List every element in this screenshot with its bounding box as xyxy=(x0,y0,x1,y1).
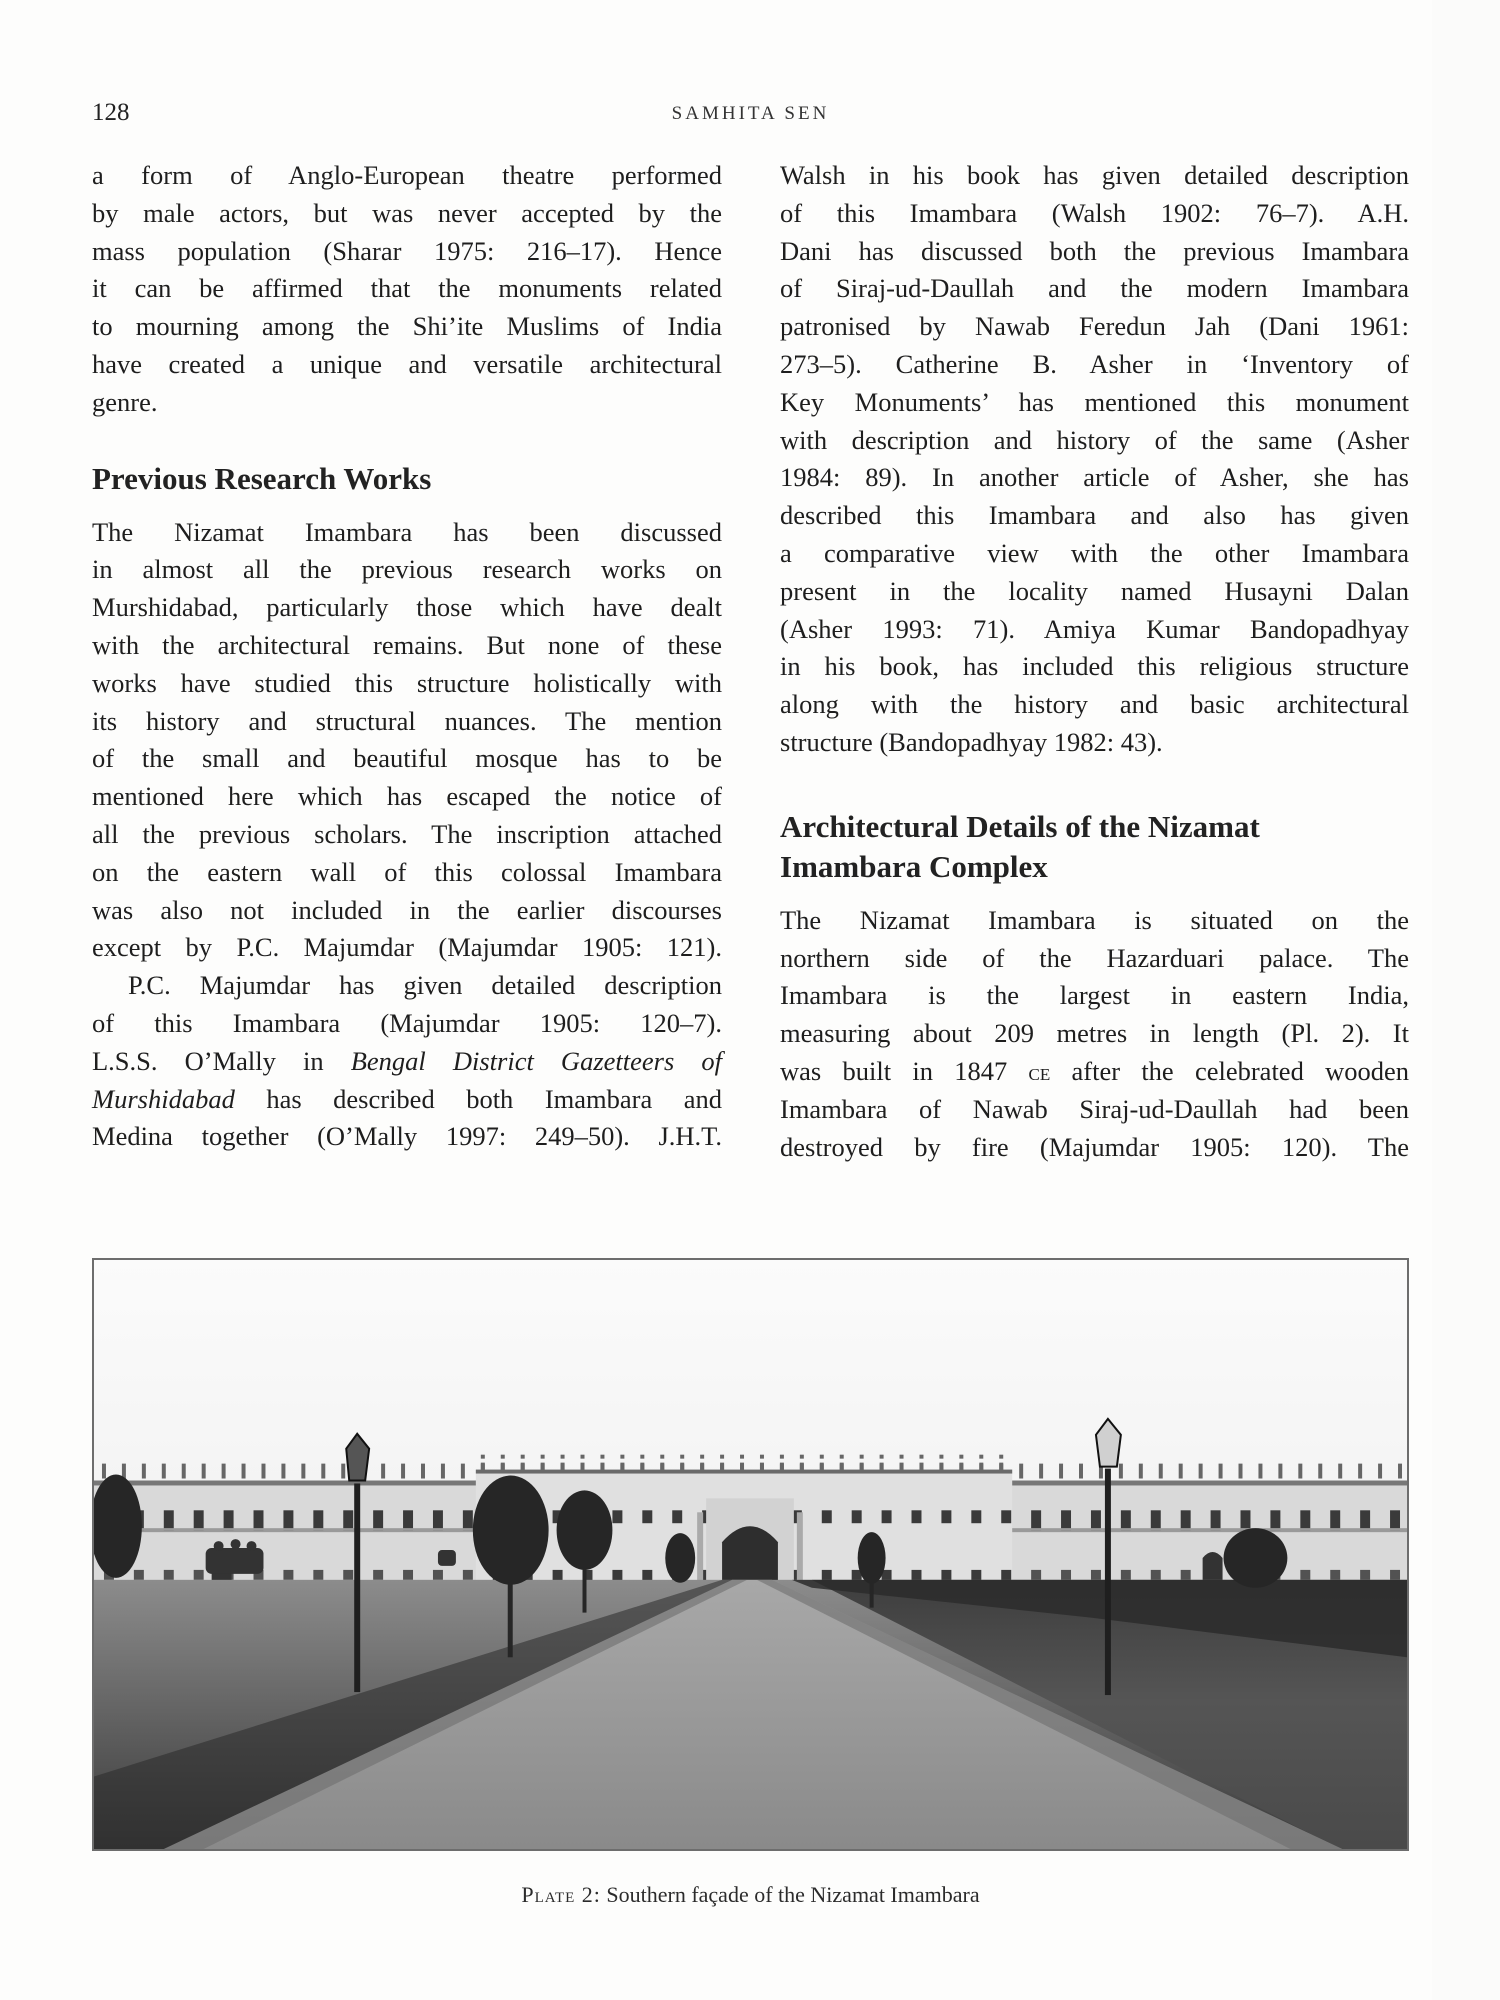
section-heading-previous-research: Previous Research Works xyxy=(92,460,432,496)
text-line: on the eastern wall of this colossal Imambara xyxy=(92,856,722,887)
heading-line: Architectural Details of the Nizamat xyxy=(780,808,1260,844)
text-line: with the architectural remains. But none of these xyxy=(92,629,722,660)
text-line: genre. xyxy=(92,386,158,417)
text-line: The Nizamat Imambara has been discussed xyxy=(92,516,722,547)
text-line: all the previous scholars. The inscription attached xyxy=(92,818,722,849)
text-line: in almost all the previous research works on xyxy=(92,554,722,585)
paragraph-majumdar xyxy=(92,967,722,1156)
book-title-italic: Murshidabad xyxy=(92,1083,235,1114)
right-column xyxy=(780,157,1409,1166)
text-line: it can be affirmed that the monuments related xyxy=(92,273,722,304)
text-line: (Asher 1993: 71). Amiya Kumar Bandopadhyay xyxy=(780,613,1409,644)
text-line: present in the locality named Husayni Dalan xyxy=(780,575,1409,606)
text-line xyxy=(92,1043,722,1081)
text-line: was also not included in the earlier discourses xyxy=(92,894,722,925)
text-line: Imambara of Nawab Siraj-ud-Daullah had been xyxy=(780,1093,1409,1124)
text-line: P.C. Majumdar has given detailed description xyxy=(128,970,722,1001)
book-title-italic: Bengal District Gazetteers of xyxy=(350,1045,722,1076)
caption-text: Southern façade of the Nizamat Imambara xyxy=(600,1882,980,1907)
text-line: a form of Anglo-European theatre performed xyxy=(92,160,722,190)
paragraph-architectural-details xyxy=(780,902,1409,1167)
text-line: The Nizamat Imambara is situated on the xyxy=(780,904,1409,935)
text-line: its history and structural nuances. The mention xyxy=(92,705,722,736)
text-run: was built in 1847 xyxy=(780,1055,1029,1086)
text-line: mentioned here which has escaped the notice of xyxy=(92,781,722,812)
text-line: structure (Bandopadhyay 1982: 43). xyxy=(780,726,1163,757)
text-line: Walsh in his book has given detailed description xyxy=(780,160,1409,190)
text-line: Key Monuments’ has mentioned this monument xyxy=(780,386,1409,417)
text-line: by male actors, but was never accepted by the xyxy=(92,197,722,228)
text-line: a comparative view with the other Imambara xyxy=(780,537,1409,568)
text-line: have created a unique and versatile architectural xyxy=(92,348,722,379)
text-line: 1984: 89). In another article of Asher, she has xyxy=(780,462,1409,493)
text-line: destroyed by fire (Majumdar 1905: 120). The xyxy=(780,1131,1409,1162)
paragraph-previous-research xyxy=(92,514,722,968)
plate-photograph xyxy=(92,1258,1409,1851)
plate-label: Plate 2: xyxy=(521,1882,601,1907)
paragraph-theatre-genre xyxy=(92,157,722,422)
page-number: 128 xyxy=(92,99,130,126)
paragraph-walsh-dani-asher xyxy=(780,157,1409,762)
text-line: mass population (Sharar 1975: 216–17). Hence xyxy=(92,235,722,266)
imambara-photo-image xyxy=(94,1260,1407,1849)
plate-caption xyxy=(92,1881,1409,1909)
text-line: Murshidabad, particularly those which have dealt xyxy=(92,592,722,623)
text-line: Dani has discussed both the previous Imambara xyxy=(780,235,1409,266)
text-line xyxy=(780,1053,1409,1091)
text-line: Imambara is the largest in eastern India, xyxy=(780,980,1409,1011)
running-head xyxy=(92,98,1409,128)
text-line: with description and history of the same (Asher xyxy=(780,424,1409,455)
text-line: northern side of the Hazarduari palace. The xyxy=(780,942,1409,973)
text-line: of this Imambara (Majumdar 1905: 120–7). xyxy=(92,1007,722,1038)
text-line: Medina together (O’Mally 1997: 249–50). J.H.T. xyxy=(92,1121,722,1152)
page-edge-shade xyxy=(1432,0,1500,2000)
era-abbreviation: ce xyxy=(1028,1058,1051,1086)
text-line: described this Imambara and also has given xyxy=(780,500,1409,531)
text-line: 273–5). Catherine B. Asher in ‘Inventory of xyxy=(780,348,1409,379)
section-heading-architectural-details xyxy=(780,807,1409,887)
text-line: along with the history and basic architectural xyxy=(780,689,1409,720)
heading-line: Imambara Complex xyxy=(780,848,1048,884)
left-column xyxy=(92,157,722,1156)
text-line: patronised by Nawab Feredun Jah (Dani 1961: xyxy=(780,311,1409,342)
text-run: has described both Imambara and xyxy=(234,1083,722,1114)
text-line: of Siraj-ud-Daullah and the modern Imambara xyxy=(780,273,1409,304)
text-line: in his book, has included this religious structure xyxy=(780,651,1409,682)
text-line: measuring about 209 metres in length (Pl. 2). It xyxy=(780,1018,1409,1049)
text-line: except by P.C. Majumdar (Majumdar 1905: 121). xyxy=(92,932,722,963)
text-line: of the small and beautiful mosque has to be xyxy=(92,743,722,774)
text-run: after the celebrated wooden xyxy=(1050,1055,1409,1086)
text-line: to mourning among the Shi’ite Muslims of India xyxy=(92,311,722,342)
running-head-author: SAMHITA SEN xyxy=(671,103,830,124)
text-line: of this Imambara (Walsh 1902: 76–7). A.H. xyxy=(780,197,1409,228)
text-run: L.S.S. O’Mally in xyxy=(92,1045,351,1076)
text-line: works have studied this structure holistically with xyxy=(92,667,722,698)
text-line xyxy=(92,1081,722,1119)
